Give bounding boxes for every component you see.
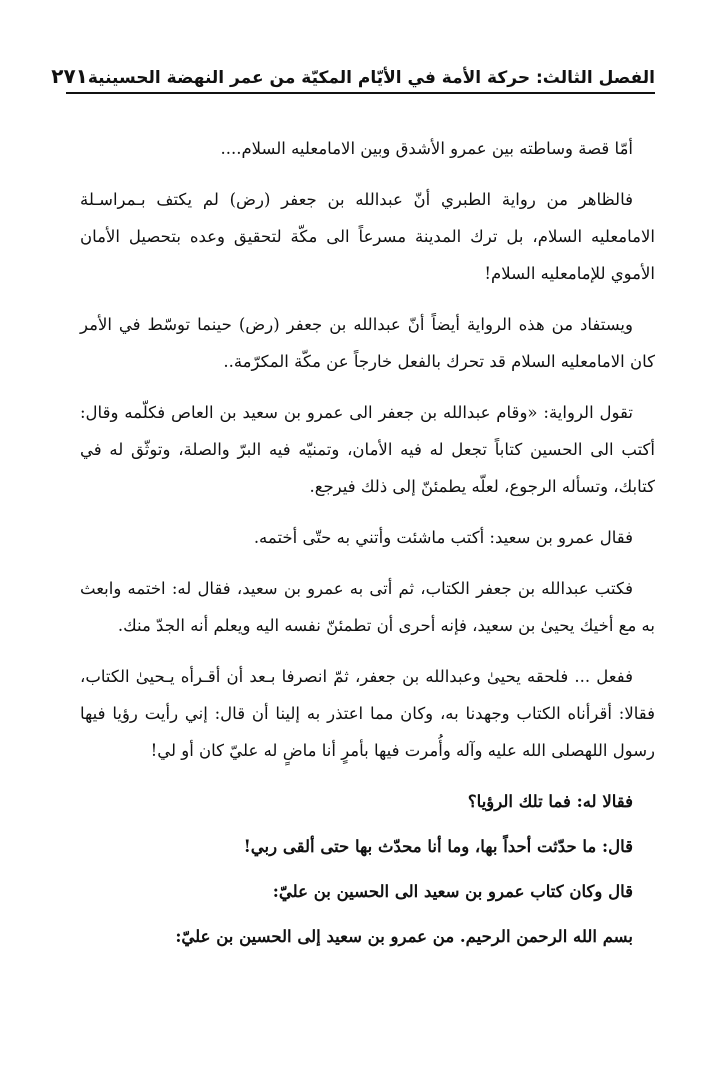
paragraph: فقال عمرو بن سعيد: أكتب ماشئت وأتني به حتّى أختمه. (253, 528, 633, 547)
paragraph: فالظاهر من رواية الطبري أنّ عبدالله بن جعفر (رض) لم يكتف بـمراسـلة الامامعليه السلام، بل ترك المدينة مسرعاً الى مكّة لتحقيق وعده بتحصيل الأمان الأموي للإمامعليه السلام! (80, 190, 655, 283)
paragraph: فكتب عبدالله بن جعفر الكتاب، ثم أتى به عمرو بن سعيد، فقال له: اختمه وابعث به مع أخيك يحيىٰ بن سعيد، فإنه أحرى أن تطمئنّ نفسه اليه ويعلم أنه الجدّ منك. (80, 579, 655, 635)
paragraph: قال: ما حدّثت أحداً بها، وما أنا محدّث بها حتى ألقى ربي! (243, 837, 633, 856)
paragraph: بسم الله الرحمن الرحيم. من عمرو بن سعيد إلى الحسين بن عليّ: (175, 927, 633, 946)
paragraph: ويستفاد من هذه الرواية أيضاً أنّ عبدالله بن جعفر (رض) حينما توسّط في الأمر كان الامامعليه السلام قد تحرك بالفعل خارجاً عن مكّة المكرّمة.. (80, 315, 655, 371)
paragraph: أمّا قصة وساطته بين عمرو الأشدق وبين الامامعليه السلام.... (220, 139, 633, 158)
paragraph: ففعل ... فلحقه يحيىٰ وعبدالله بن جعفر، ثمّ انصرفا بـعد أن أقـرأه يـحيىٰ الكتاب، فقالا: أقرأناه الكتاب وجهدنا به، وكان مما اعتذر به إلينا أن قال: إني رأيت رؤيا فيها رسول اللهصلى الله عليه وآله وأُمرت فيها بأمرٍ أنا ماضٍ له عليّ كان أو لي! (80, 667, 655, 760)
paragraph: قال وكان كتاب عمرو بن سعيد الى الحسين بن عليّ: (272, 882, 633, 901)
page-body (80, 130, 655, 963)
chapter-title: الفصل الثالث: حركة الأمة في الأيّام المكيّة من عمر النهضة الحسينية (87, 68, 655, 88)
page-number: ٢٧١ (51, 64, 88, 88)
page-header (51, 54, 655, 94)
paragraph: فقالا له: فما تلك الرؤيا؟ (467, 792, 633, 811)
paragraph: تقول الرواية: «وقام عبدالله بن جعفر الى عمرو بن سعيد بن العاص فكلّمه وقال: أكتب الى الحسين كتاباً تجعل له فيه الأمان، وتمنيّه فيه البرّ والصلة، وتوثّق له في كتابك، وتسأله الرجوع، لعلّه يطمئنّ إلى ذلك فيرجع. (80, 403, 655, 496)
